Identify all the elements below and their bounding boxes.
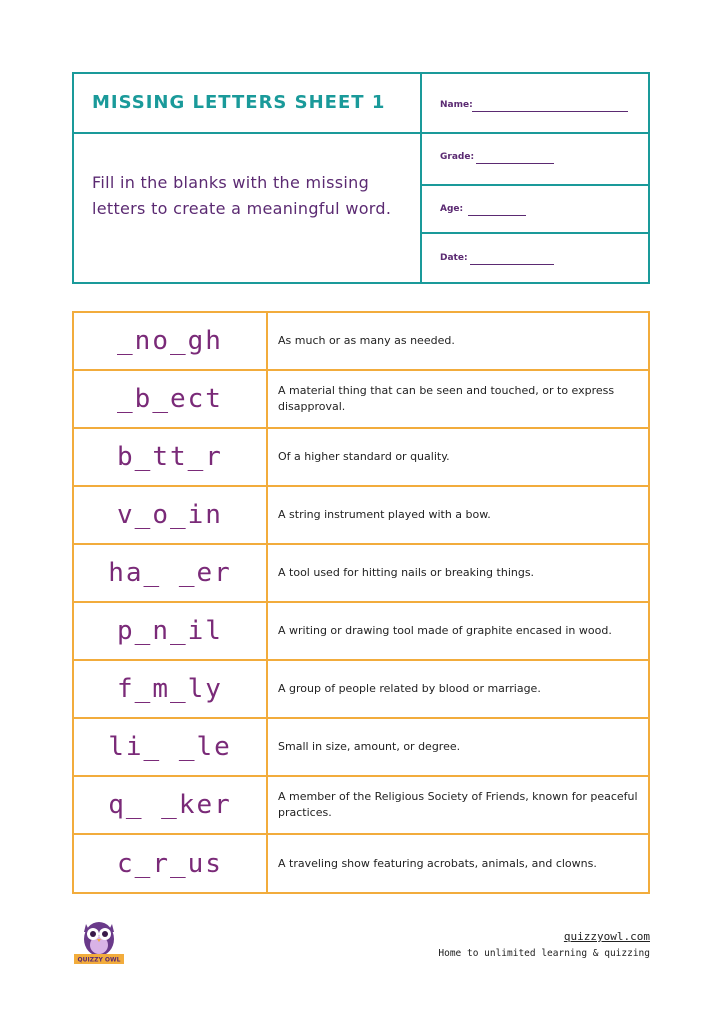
puzzle-word[interactable]: c_r_us [74, 835, 268, 893]
worksheet-title: MISSING LETTERS SHEET 1 [92, 92, 386, 113]
grade-label: Grade: [440, 152, 475, 162]
instructions-cell [74, 134, 422, 282]
instructions-text: Fill in the blanks with the missing letters to create a meaningful word. [92, 173, 392, 218]
age-line[interactable] [468, 215, 526, 216]
definition: Small in size, amount, or degree. [278, 740, 461, 753]
definition: A tool used for hitting nails or breaking things. [278, 566, 535, 579]
definition: Of a higher standard or quality. [278, 450, 450, 463]
logo-text: QUIZZY OWL [77, 956, 121, 964]
name-field[interactable] [422, 74, 648, 134]
worksheet-header [72, 72, 650, 284]
name-line[interactable] [472, 111, 628, 112]
age-field[interactable] [422, 186, 648, 234]
puzzle-word[interactable]: _no_gh [74, 313, 268, 369]
word-row-4 [74, 487, 648, 545]
puzzle-word[interactable]: b_tt_r [74, 429, 268, 485]
definition: As much or as many as needed. [278, 334, 455, 347]
date-label: Date: [440, 253, 468, 263]
definition: A string instrument played with a bow. [278, 508, 491, 521]
name-label: Name: [440, 100, 473, 110]
puzzle-word[interactable]: ha_ _er [74, 545, 268, 601]
site-tagline: Home to unlimited learning & quizzing [438, 948, 650, 959]
age-label: Age: [440, 204, 464, 214]
date-line[interactable] [470, 264, 554, 265]
word-row-5 [74, 545, 648, 603]
puzzle-word[interactable]: p_n_il [74, 603, 268, 659]
definition: A group of people related by blood or marriage. [278, 682, 541, 695]
puzzle-word[interactable]: q_ _ker [74, 777, 268, 833]
word-row-2 [74, 371, 648, 429]
word-row-6 [74, 603, 648, 661]
word-table [72, 311, 650, 894]
title-cell [74, 74, 422, 134]
puzzle-word[interactable]: f_m_ly [74, 661, 268, 717]
word-row-10 [74, 835, 648, 893]
puzzle-word[interactable]: _b_ect [74, 371, 268, 427]
quizzy-owl-logo [74, 912, 124, 964]
definition: A writing or drawing tool made of graphite encased in wood. [278, 624, 612, 637]
word-row-7 [74, 661, 648, 719]
grade-field[interactable] [422, 134, 648, 186]
word-row-9 [74, 777, 648, 835]
definition: A traveling show featuring acrobats, animals, and clowns. [278, 857, 597, 870]
date-field[interactable] [422, 234, 648, 282]
definition: A material thing that can be seen and touched, or to express disapproval. [278, 384, 615, 413]
grade-line[interactable] [476, 163, 554, 164]
puzzle-word[interactable]: v_o_in [74, 487, 268, 543]
word-row-1 [74, 313, 648, 371]
puzzle-word[interactable]: li_ _le [74, 719, 268, 775]
word-row-3 [74, 429, 648, 487]
owl-icon [74, 912, 124, 964]
site-link[interactable]: quizzyowl.com [563, 930, 650, 943]
definition: A member of the Religious Society of Friends, known for peaceful practices. [278, 790, 638, 819]
word-row-8 [74, 719, 648, 777]
